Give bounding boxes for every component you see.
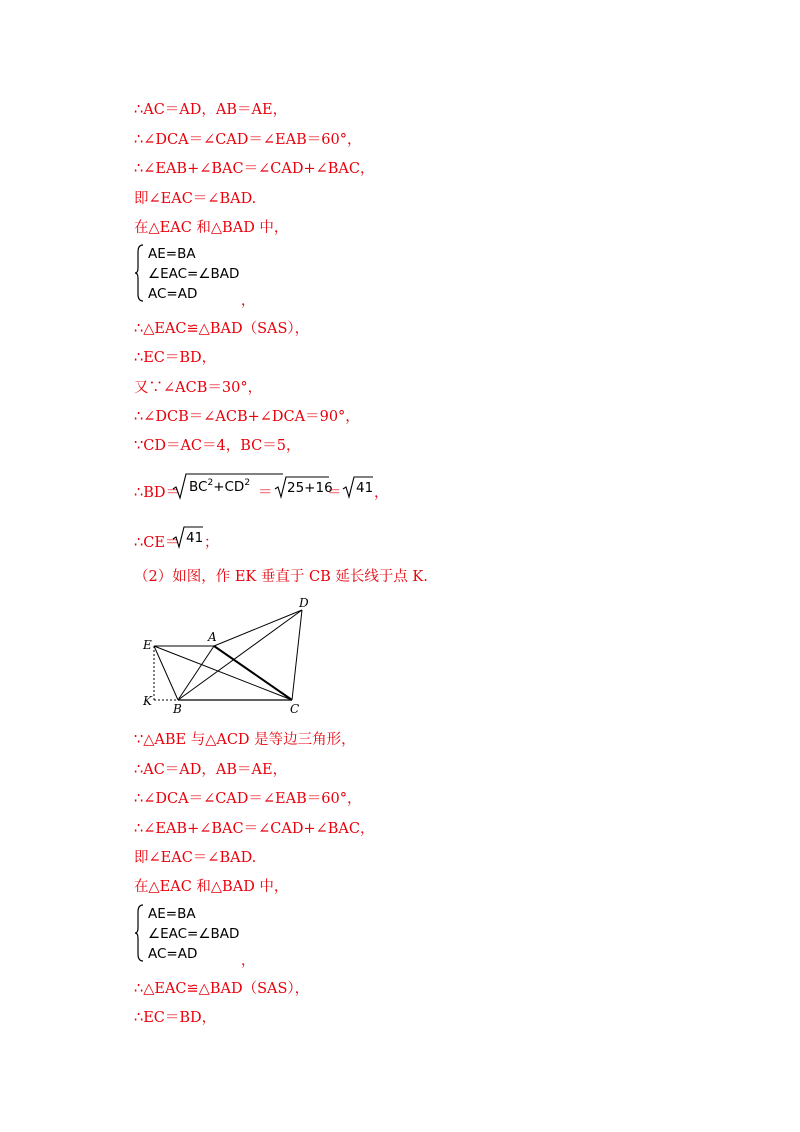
brace-icon: [134, 244, 144, 302]
system-comma: ，: [241, 953, 255, 969]
bd-radicand: $BC^2+CD^2$: [189, 478, 251, 495]
ce-prefix: ∴CE＝: [134, 535, 180, 551]
line-ec-bd: ∴EC＝BD，: [134, 1010, 217, 1026]
system-row: AE=BA: [148, 906, 196, 922]
ce-end: ；: [204, 535, 219, 551]
brace-icon: [134, 904, 144, 962]
label-c: C: [290, 702, 300, 716]
label-a: A: [208, 630, 217, 644]
line-equilateral: ∵△ABE 与△ACD 是等边三角形，: [134, 732, 356, 748]
system-row: ∠EAC=∠BAD: [148, 926, 240, 942]
ce-formula: [134, 524, 254, 552]
line-angles-60: ∴∠DCA＝∠CAD＝∠EAB＝60°，: [134, 132, 362, 148]
line-ac-ad: ∴AC＝AD，AB＝AE，: [134, 102, 288, 118]
rad-41: 41: [356, 480, 374, 496]
geometry-figure: [140, 594, 330, 723]
line-cd-ac-bc: ∵CD＝AC＝4，BC＝5，: [134, 438, 301, 454]
line-acb-30: 又∵∠ACB＝30°，: [134, 380, 263, 396]
label-e: E: [143, 638, 152, 652]
part2-intro: （2）如图，作 EK 垂直于 CB 延长线于点 K.: [134, 569, 428, 585]
system-row: AC=AD: [148, 946, 198, 962]
line-congruent: ∴△EAC≌△BAD（SAS），: [134, 321, 310, 337]
bd-formula: [134, 470, 394, 504]
system-row: ∠EAC=∠BAD: [148, 266, 240, 282]
bd-prefix: ∴BD＝: [134, 485, 181, 501]
rad-41: 41: [186, 530, 204, 546]
line-angles-60: ∴∠DCA＝∠CAD＝∠EAB＝60°，: [134, 791, 362, 807]
equals: ＝: [258, 485, 273, 501]
line-dcb-90: ∴∠DCB＝∠ACB+∠DCA＝90°，: [134, 409, 360, 425]
system-row: AE=BA: [148, 246, 196, 262]
line-angle-sum: ∴∠EAB+∠BAC＝∠CAD+∠BAC，: [134, 161, 375, 177]
equals: ＝: [327, 485, 342, 501]
line-angle-sum: ∴∠EAB+∠BAC＝∠CAD+∠BAC，: [134, 821, 375, 837]
equation-system-1: [134, 244, 255, 309]
line-ec-bd: ∴EC＝BD，: [134, 350, 217, 366]
label-b: B: [173, 702, 182, 716]
system-row: AC=AD: [148, 286, 198, 302]
line-eac-bad: 即∠EAC＝∠BAD.: [134, 191, 257, 207]
line-in-triangles: 在△EAC 和△BAD 中，: [134, 220, 289, 236]
line-in-triangles: 在△EAC 和△BAD 中，: [134, 879, 289, 895]
label-k: K: [143, 694, 152, 708]
bd-end: ，: [374, 485, 389, 501]
label-d: D: [299, 596, 309, 610]
system-comma: ，: [241, 293, 255, 309]
line-eac-bad: 即∠EAC＝∠BAD.: [134, 850, 257, 866]
rad-25-16: 25+16: [287, 480, 333, 496]
line-congruent: ∴△EAC≌△BAD（SAS），: [134, 981, 310, 997]
line-ac-ad: ∴AC＝AD，AB＝AE，: [134, 762, 288, 778]
equation-system-2: [134, 904, 255, 969]
triangle-diagram: [140, 594, 330, 719]
